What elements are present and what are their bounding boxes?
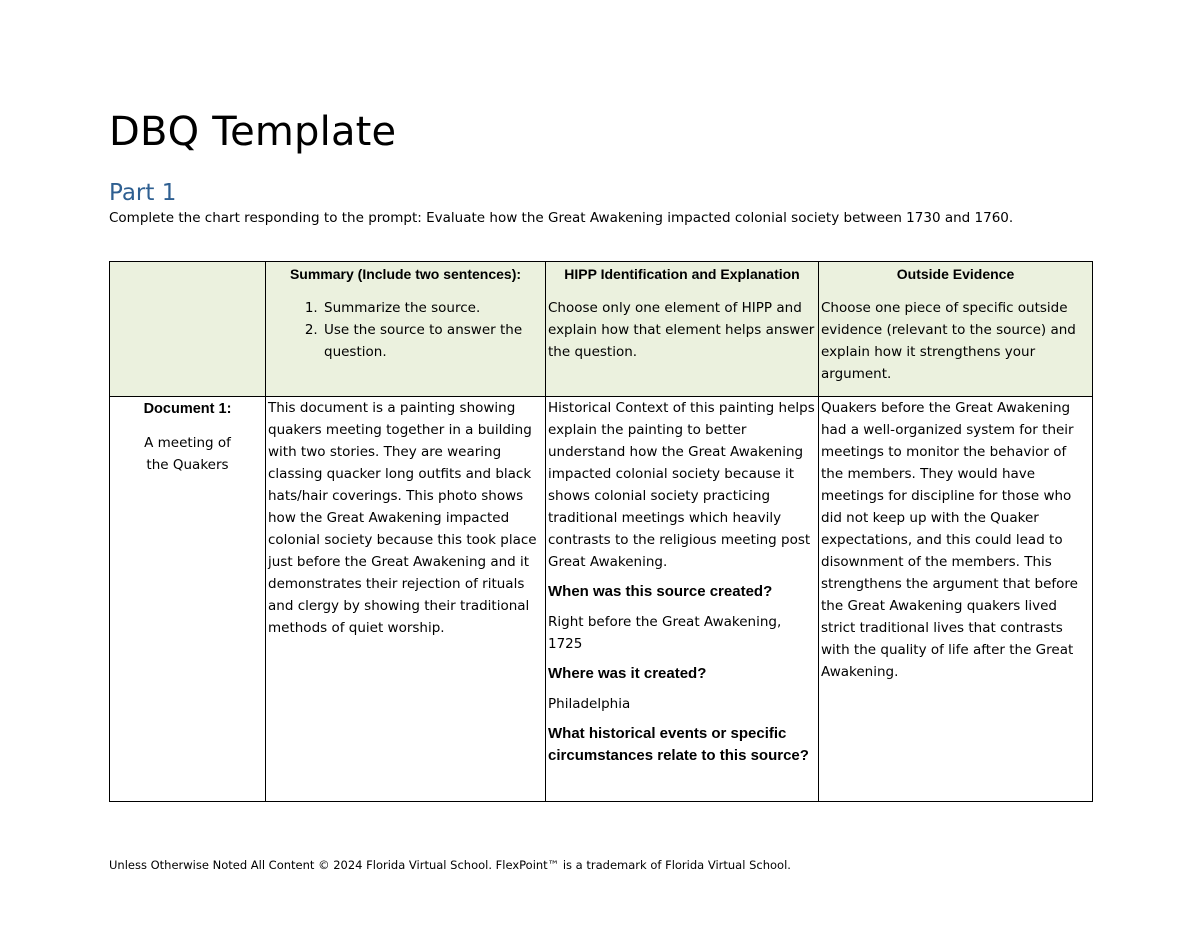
hipp-cell [546,397,819,802]
summary-cell [266,397,546,802]
outside-header-text: Choose one piece of specific outside evidence (relevant to the source) and explain how it strengthens your argument. [821,300,1076,382]
summary-instructions [268,297,543,363]
document-label-cell [110,397,266,802]
answer-where: Philadelphia [548,696,631,712]
document-number: Document 1: [143,401,232,417]
document-row [110,397,1093,802]
outside-text: Quakers before the Great Awakening had a well-organized system for their meetings to monitor the behavior of the members. They would have meetings for discipline for those who did not keep up with the Quaker expectations, and this could lead to disownment of the members. This strengthens the argument that before the Great Awakening quakers lived strict traditional lives that contrasts with the quality of life after the Great Awakening. [821,400,1078,680]
question-events: What historical events or specific circumstances relate to this source? [548,725,809,764]
question-where: Where was it created? [548,665,707,682]
part-heading: Part 1 [109,180,177,206]
outside-header-cell [819,262,1093,397]
document-name: A meeting of the Quakers [144,435,231,473]
summary-instruction-item: 2. Use the source to answer the question. [322,319,543,363]
outside-header-title: Outside Evidence [896,266,1015,282]
hipp-header-cell [546,262,819,397]
summary-header-cell [266,262,546,397]
prompt-text: Complete the chart responding to the prompt: Evaluate how the Great Awakening impacted colonial society between 1730 and 1760. [109,210,1014,226]
hipp-text: Historical Context of this painting helps explain the painting to better understand how the Great Awakening impacted colonial society because it shows colonial society practicing traditional meetings which heavily contrasts to the religious meeting post Great Awakening. [548,400,815,570]
outside-cell [819,397,1093,802]
summary-header-title: Summary (Include two sentences): [289,266,522,282]
dbq-chart [109,261,1093,802]
header-empty-cell [110,262,266,397]
header-row [110,262,1093,397]
page-title: DBQ Template [109,109,397,155]
hipp-header-title: HIPP Identification and Explanation [564,266,800,282]
footer-copyright: Unless Otherwise Noted All Content © 2024 Florida Virtual School. FlexPoint™ is a trademark of Florida Virtual School. [109,858,791,872]
summary-text: This document is a painting showing quakers meeting together in a building with two stories. They are wearing classing quacker long outfits and black hats/hair coverings. This photo shows how the Great Awakening impacted colonial society because this took place just before the Great Awakening and it demonstrates their rejection of rituals and clergy by showing their traditional methods of quiet worship. [268,400,537,636]
question-when: When was this source created? [548,583,773,600]
summary-instruction-item: 1. Summarize the source. [322,297,543,319]
hipp-header-text: Choose only one element of HIPP and explain how that element helps answer the question. [548,300,815,360]
answer-when: Right before the Great Awakening, 1725 [548,614,782,652]
